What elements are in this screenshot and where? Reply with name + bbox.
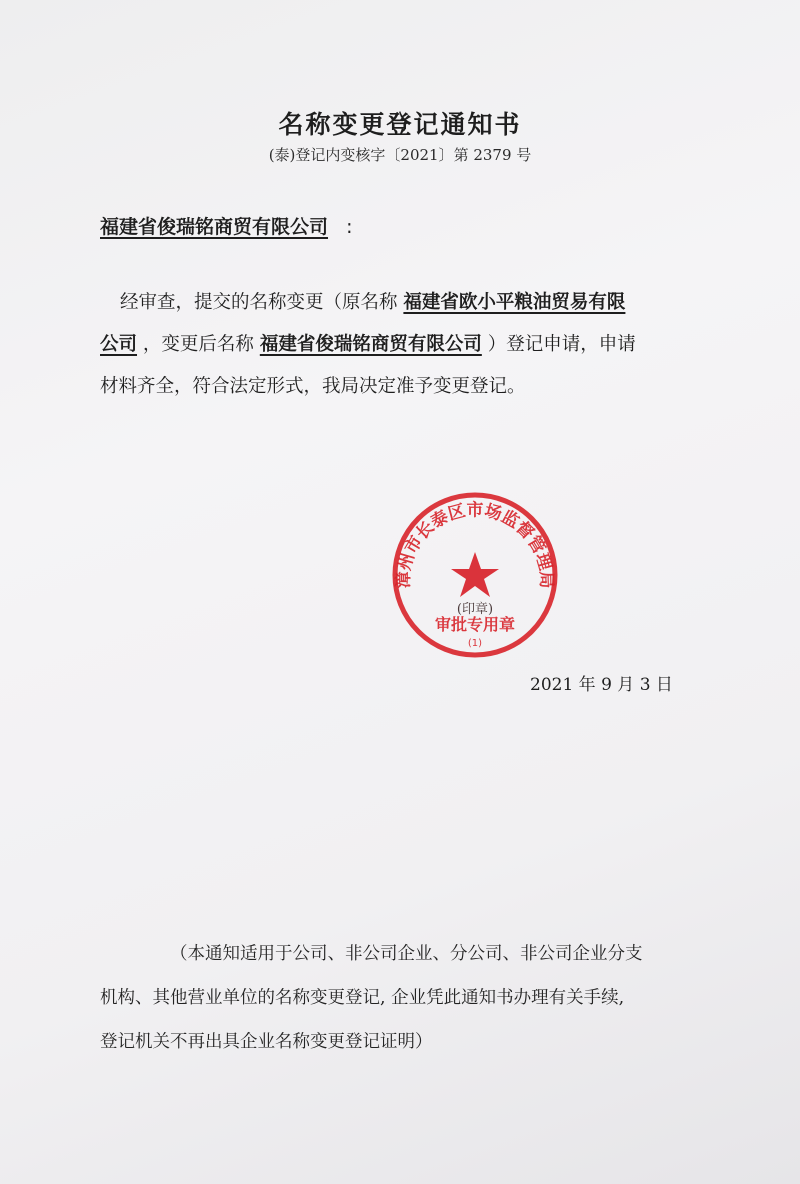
addressee (100, 212, 353, 239)
document-title: 名称变更登记通知书 (278, 110, 522, 139)
body-mid: ，变更后名称 (142, 334, 254, 355)
footnote-line-3: 登记机关不再出具企业名称变更登记证明） (100, 1032, 433, 1052)
body-prefix: 经审查，提交的名称变更（原名称 (120, 292, 398, 313)
footnote-line-2: 机构、其他营业单位的名称变更登记, 企业凭此通知书办理有关手续, (100, 988, 625, 1008)
body-line-1 (120, 288, 625, 314)
seal-star-icon (451, 552, 499, 597)
seal-inner-text: 审批专用章 (434, 615, 516, 634)
old-name-part2: 公司 (100, 334, 138, 355)
body-line-2 (100, 330, 636, 356)
official-seal (390, 490, 560, 660)
body-suffix: ）登记申请，申请 (487, 334, 636, 355)
footnote-line-1: （本通知适用于公司、非公司企业、分公司、非公司企业分支 (170, 944, 643, 964)
body-line-3: 材料齐全，符合法定形式，我局决定准予变更登记。 (100, 376, 526, 397)
addressee-colon: : (346, 216, 353, 238)
old-name-part1: 福建省欧小平粮油贸易有限 (403, 292, 626, 313)
addressee-underline-gap (328, 216, 346, 238)
seal-number: (1) (467, 638, 483, 649)
seal-ring-textpath: 漳州市长泰区市场监督管理局 (393, 500, 557, 589)
document-number: (泰)登记内变核字〔2021〕第 2379 号 (268, 146, 532, 164)
issue-date: 2021 年 9 月 3 日 (530, 675, 673, 695)
new-name: 福建省俊瑞铭商贸有限公司 (259, 334, 482, 355)
addressee-name: 福建省俊瑞铭商贸有限公司 (100, 216, 329, 238)
seal-center-label: (印章) (456, 602, 494, 617)
